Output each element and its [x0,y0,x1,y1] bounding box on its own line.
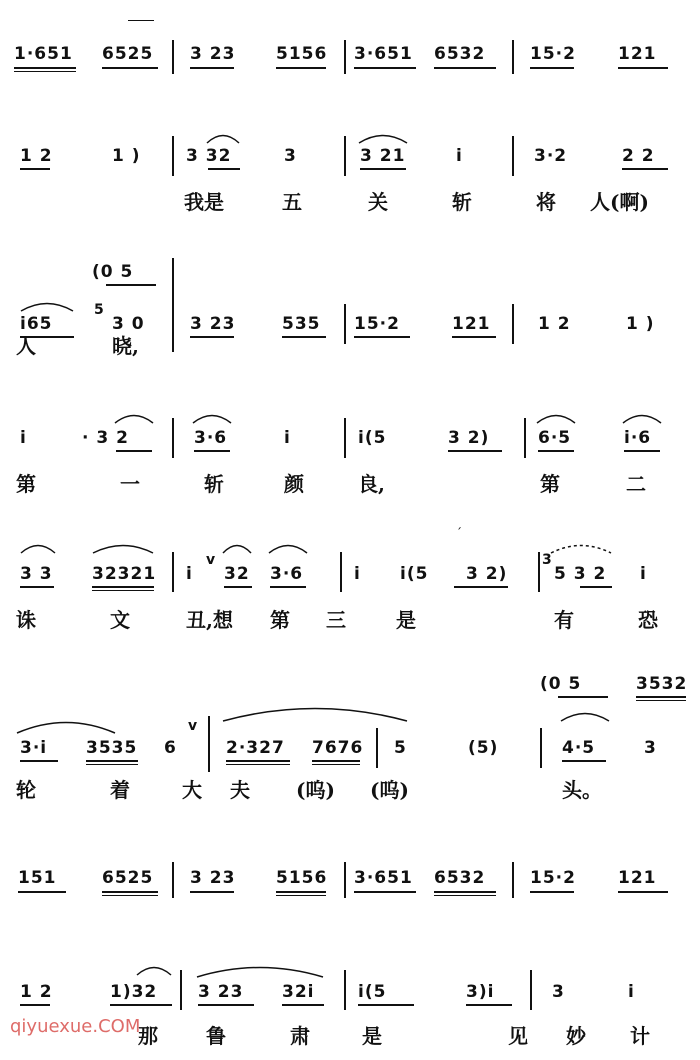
slur [268,542,308,554]
lyric: 轮 [16,778,36,802]
lyric: 恐 [638,608,658,632]
underline [190,67,234,69]
underline [102,891,158,893]
lyric: 我是 [184,190,224,214]
slur [206,132,240,144]
underline [194,450,230,452]
underline [14,71,76,72]
slur [550,542,612,554]
lyric: 着 [110,778,130,802]
note-group: 2 2 [622,146,655,166]
lyric: 肃 [290,1024,310,1048]
underline [434,891,496,893]
lyric: 良, [358,472,385,496]
lyric: 三 [326,608,346,632]
note-group: 121 [452,314,491,334]
underline [538,450,574,452]
underline [86,764,138,765]
lyric: 晓, [112,334,139,358]
note-group: i [284,428,291,448]
underline [116,450,152,452]
underline [434,895,496,896]
note-group: i [20,428,27,448]
note-group: i [186,564,193,584]
underline [558,696,608,698]
system-4 [0,412,700,496]
grace-note: 5 [94,302,104,318]
lyric: (呜) [296,778,335,802]
underline [224,586,252,588]
top-mark [128,20,154,21]
note-group: 535 [282,314,321,334]
underline [276,67,326,69]
note-group: 1)32 [110,982,158,1002]
barline [172,40,174,74]
note-group: 3·651 [354,868,413,888]
note-group: 6·5 [538,428,572,448]
note-group: 5156 [276,868,328,888]
pickup: 3532 [636,674,688,694]
underline [190,891,234,893]
note-group: 3·6 [270,564,304,584]
underline [102,895,158,896]
note-group: 3)i [466,982,495,1002]
lyric: (呜) [370,778,409,802]
lyric: 夫 [230,778,250,802]
note-group: 2·327 [226,738,285,758]
note-group: i(5 [400,564,429,584]
underline [198,1004,254,1006]
note-group: 6532 [434,868,486,888]
system-6 [0,672,700,802]
barline [376,728,378,768]
note-group: 3 [644,738,657,758]
breath-mark: v [188,718,198,734]
barline [530,970,532,1010]
note-group: 121 [618,868,657,888]
underline [434,67,496,69]
note-group: (5) [468,738,499,758]
barline [172,136,174,176]
underline [20,168,50,170]
note-group: 3 [552,982,565,1002]
barline [524,418,526,458]
note-group: 1·651 [14,44,73,64]
lyric: 文 [110,608,130,632]
underline [562,760,606,762]
note-group: 6525 [102,868,154,888]
barline [512,136,514,176]
underline [622,168,668,170]
note-group: 1 2 [20,982,53,1002]
underline [618,891,668,893]
lyric: 丑,想 [186,608,233,632]
lyric: 二 [626,472,646,496]
note-group: 1 2 [20,146,53,166]
note-group: 3 23 [198,982,244,1002]
underline [354,336,410,338]
slur [560,710,610,722]
note-group: 151 [18,868,57,888]
barline [344,136,346,176]
slur [114,412,154,424]
pickup: (0 5 [92,262,134,282]
note-group: 32i [282,982,315,1002]
grace-note: 3 [542,552,552,568]
note-group: 5156 [276,44,328,64]
lyric: 妙 [566,1024,586,1048]
underline [270,586,306,588]
system-3 [0,258,700,358]
barline [172,552,174,592]
note-group: 3 23 [190,868,236,888]
note-group: 32321 [92,564,157,584]
note-group: 3 2) [466,564,508,584]
underline [92,590,154,591]
system-1 [0,40,700,80]
underline [282,1004,324,1006]
slur [358,132,408,144]
note-group: i [628,982,635,1002]
barline [180,970,182,1010]
note-group: 3535 [86,738,138,758]
underline [190,336,234,338]
underline [624,450,660,452]
note-group: 3 21 [360,146,406,166]
lyric: 关 [368,190,388,214]
underline [358,1004,414,1006]
lyric: 计 [630,1024,650,1048]
underline [14,67,76,69]
lyric: 五 [282,190,302,214]
note-group: 3 23 [190,44,236,64]
note-group: 121 [618,44,657,64]
underline [92,586,154,588]
underline [312,760,360,762]
note-group: 3 23 [190,314,236,334]
system-7 [0,862,700,902]
barline [340,552,342,592]
note-group: i(5 [358,428,387,448]
lyric: 是 [362,1024,382,1048]
barline [540,728,542,768]
lyric: 斩 [204,472,224,496]
note-group: i65 [20,314,53,334]
note-group: 3 32 [186,146,232,166]
underline [354,67,416,69]
barline [344,862,346,898]
underline [466,1004,512,1006]
underline [276,891,326,893]
note-group: 3 0 [112,314,145,334]
lyric: 大 [182,778,202,802]
underline [20,760,58,762]
underline [312,764,360,765]
note-group: 15·2 [530,44,576,64]
note-group: i(5 [358,982,387,1002]
slur [222,542,252,554]
note-group: 1 2 [538,314,571,334]
watermark: qiyuexue.COM [10,1016,141,1037]
underline [360,168,406,170]
barline [538,552,540,592]
underline [282,336,326,338]
barline [512,304,514,344]
underline [226,764,290,765]
underline [448,450,502,452]
slur [20,542,56,554]
note-group: 1 ) [112,146,141,166]
lyric: 人(啊) [590,190,649,214]
barline [344,40,346,74]
barline [344,970,346,1010]
breath-mark: v [206,552,216,568]
barline [512,40,514,74]
slur [136,964,172,976]
note-group: · 3 2 [82,428,129,448]
note-group: 4·5 [562,738,596,758]
lyric: 第 [270,608,290,632]
system-2 [0,130,700,214]
note-group: 32 [224,564,250,584]
underline [208,168,240,170]
lyric: 那 [138,1024,158,1048]
lyric: 是 [396,608,416,632]
underline [452,336,496,338]
system-8 [0,952,700,1052]
lyric: 有 [554,608,574,632]
underline [454,586,508,588]
lyric: 第 [16,472,36,496]
note-group: 3·2 [534,146,568,166]
barline [172,258,174,352]
note-group: 6532 [434,44,486,64]
lyric: 一 [120,472,140,496]
note-group: 1 ) [626,314,655,334]
note-group: 5 3 2 [554,564,607,584]
lyric: 颜 [284,472,304,496]
underline [226,760,290,762]
barline [512,862,514,898]
slur [222,704,408,722]
lyric: 见 [508,1024,528,1048]
slur [192,412,232,424]
underline [276,895,326,896]
underline [86,760,138,762]
underline [530,891,574,893]
note-group: i [354,564,361,584]
note-group: 3·i [20,738,48,758]
note-group: 3 2) [448,428,490,448]
system-5 [0,526,700,632]
slur [16,718,116,734]
slur [20,300,74,312]
note-group: 5 [394,738,407,758]
note-group: 6525 [102,44,154,64]
note-group: i [640,564,647,584]
underline [354,891,416,893]
underline [20,586,54,588]
underline [636,696,686,698]
note-group: 15·2 [530,868,576,888]
barline [172,862,174,898]
note-group: i [456,146,463,166]
note-group: 3 [284,146,297,166]
underline [106,284,156,286]
lyric: 人 [16,334,36,358]
pickup: (0 5 [540,674,582,694]
note-group: 6 [164,738,177,758]
barline [208,716,210,772]
slur [536,412,576,424]
underline [530,67,574,69]
slur [92,542,154,554]
underline [20,1004,50,1006]
lyric: 鲁 [206,1024,226,1048]
underline [110,1004,172,1006]
barline [344,304,346,344]
lyric: 诛 [16,608,36,632]
note-group: 3·651 [354,44,413,64]
note-group: 15·2 [354,314,400,334]
note-group: 3 3 [20,564,53,584]
note-group: 3·6 [194,428,228,448]
breath-mark: ˊ [456,526,462,540]
underline [580,586,612,588]
lyric: 将 [536,190,556,214]
note-group: i·6 [624,428,652,448]
lyric: 斩 [452,190,472,214]
barline [172,418,174,458]
slur [196,964,324,978]
lyric: 头。 [562,778,602,802]
lyric: 第 [540,472,560,496]
slur [622,412,662,424]
underline [102,67,158,69]
underline [18,891,66,893]
underline [618,67,668,69]
barline [344,418,346,458]
underline [636,700,686,701]
note-group: 7676 [312,738,364,758]
